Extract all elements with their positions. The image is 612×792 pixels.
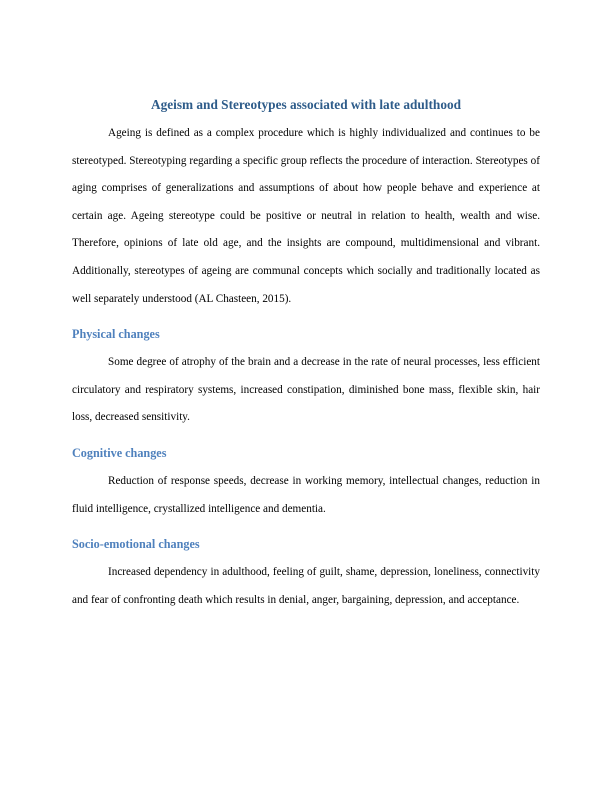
section-paragraph: Some degree of atrophy of the brain and a decrease in the rate of neural processes, less efficient circulatory and respiratory systems, increased constipation, diminished bone mass, flexible skin, hair loss, decreased sensitivity. [72,356,540,424]
section-cognitive-changes [72,444,540,523]
document-title: Ageism and Stereotypes associated with late adulthood [150,97,462,112]
section-heading: Cognitive changes [72,445,167,460]
intro-paragraph: Ageing is defined as a complex procedure which is highly individualized and continues to be stereotyped. Stereotyping regarding a specific group reflects the procedure of interaction. Stereotypes of aging comprises of generalizations and assumptions of about how people behave and experience at certain age. Ageing stereotype could be positive or neutral in relation to health, wealth and wise. Therefore, opinions of late old age, and the insights are compound, multidimensional and vibrant. Additionally, stereotypes of ageing are communal concepts which socially and traditionally located as well separately understood (AL Chasteen, 2015). [72,127,540,305]
section-socio-emotional-changes [72,535,540,614]
document-body [72,96,540,614]
section-heading: Socio-emotional changes [72,537,200,552]
section-heading: Physical changes [72,327,160,342]
section-paragraph: Reduction of response speeds, decrease in working memory, intellectual changes, reduction in fluid intelligence, crystallized intelligence and dementia. [72,474,540,515]
section-physical-changes [72,325,540,432]
section-paragraph: Increased dependency in adulthood, feeling of guilt, shame, depression, loneliness, connectivity and fear of confronting death which results in denial, anger, bargaining, depression, and acceptance. [72,566,540,606]
